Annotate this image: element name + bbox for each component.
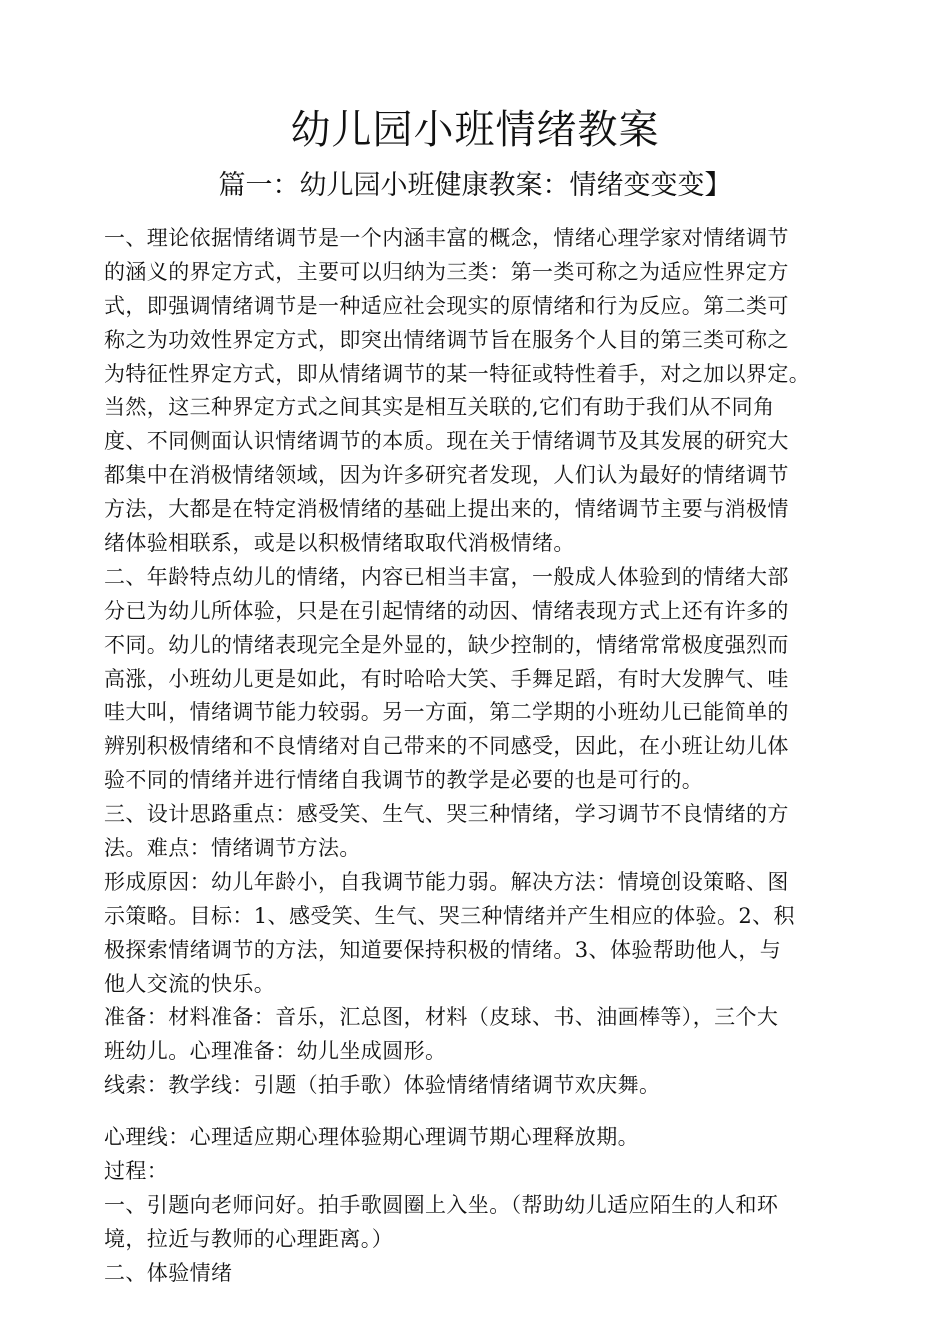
text-line: 式，即强调情绪调节是一种适应社会现实的原情绪和行为反应。第二类可 <box>104 293 789 318</box>
text-line: 他人交流的快乐。 <box>104 971 276 996</box>
text-line: 称之为功效性界定方式，即突出情绪调节旨在服务个人目的第三类可称之 <box>104 327 789 352</box>
text-line: 都集中在消极情绪领域，因为许多研究者发现，人们认为最好的情绪调节 <box>104 463 789 488</box>
text-line: 心理线：心理适应期心理体验期心理调节期心理释放期。 <box>104 1125 639 1150</box>
text-line: 准备：材料准备：音乐，汇总图，材料（皮球、书、油画棒等），三个大 <box>104 1005 779 1030</box>
text-line: 验不同的情绪并进行情绪自我调节的教学是必要的也是可行的。 <box>104 768 704 793</box>
text-line: 过程： <box>104 1159 169 1184</box>
text-line: 分已为幼儿所体验，只是在引起情绪的动因、情绪表现方式上还有许多的 <box>104 598 789 623</box>
text-line: 境，拉近与教师的心理距离。） <box>104 1226 394 1251</box>
paragraph-gap <box>104 1103 864 1121</box>
text-line: 绪体验相联系，或是以积极情绪取取代消极情绪。 <box>104 531 575 556</box>
document-subtitle: 篇一：幼儿园小班健康教案：情绪变变变】 <box>218 170 732 201</box>
text-line: 哇大叫，情绪调节能力较弱。另一方面，第二学期的小班幼儿已能简单的 <box>104 700 789 725</box>
text-line: 形成原因：幼儿年龄小，自我调节能力弱。解决方法：情境创设策略、图 <box>104 869 789 894</box>
document-title: 幼儿园小班情绪教案 <box>290 107 660 153</box>
document-body <box>104 222 864 1291</box>
text-line: 一、理论依据情绪调节是一个内涵丰富的概念，情绪心理学家对情绪调节 <box>104 226 789 250</box>
text-line: 二、年龄特点幼儿的情绪，内容已相当丰富，一般成人体验到的情绪大部 <box>104 564 789 589</box>
text-line: 班幼儿。心理准备：幼儿坐成圆形。 <box>104 1039 447 1064</box>
text-line: 为特征性界定方式，即从情绪调节的某一特征或特性着手，对之加以界定。 <box>104 361 811 386</box>
body-section-b <box>104 1121 864 1290</box>
text-line: 二、体验情绪 <box>104 1260 233 1285</box>
text-line: 辨别积极情绪和不良情绪对自己带来的不同感受，因此，在小班让幼儿体 <box>104 734 789 759</box>
text-line: 当然，这三种界定方式之间其实是相互关联的,它们有助于我们从不同角 <box>104 395 775 420</box>
text-line: 示策略。目标：1、感受笑、生气、哭三种情绪并产生相应的体验。2、积 <box>104 903 795 928</box>
text-line: 三、设计思路重点：感受笑、生气、哭三种情绪，学习调节不良情绪的方 <box>104 802 789 827</box>
text-line: 一、引题向老师问好。拍手歌圆圈上入坐。（帮助幼儿适应陌生的人和环 <box>104 1192 779 1217</box>
text-line: 极探索情绪调节的方法，知道要保持积极的情绪。3、体验帮助他人，与 <box>104 937 782 962</box>
text-line: 高涨，小班幼儿更是如此，有时哈哈大笑、手舞足蹈，有时大发脾气、哇 <box>104 666 789 691</box>
text-line: 度、不同侧面认识情绪调节的本质。现在关于情绪调节及其发展的研究大 <box>104 429 789 454</box>
body-section-a <box>104 222 864 1103</box>
text-line: 方法，大都是在特定消极情绪的基础上提出来的，情绪调节主要与消极情 <box>104 497 789 522</box>
text-line: 不同。幼儿的情绪表现完全是外显的，缺少控制的，情绪常常极度强烈而 <box>104 632 789 657</box>
text-line: 线索：教学线：引题（拍手歌）体验情绪情绪调节欢庆舞。 <box>104 1073 661 1098</box>
text-line: 法。难点：情绪调节方法。 <box>104 836 361 861</box>
text-line: 的涵义的界定方式，主要可以归纳为三类：第一类可称之为适应性界定方 <box>104 259 789 284</box>
